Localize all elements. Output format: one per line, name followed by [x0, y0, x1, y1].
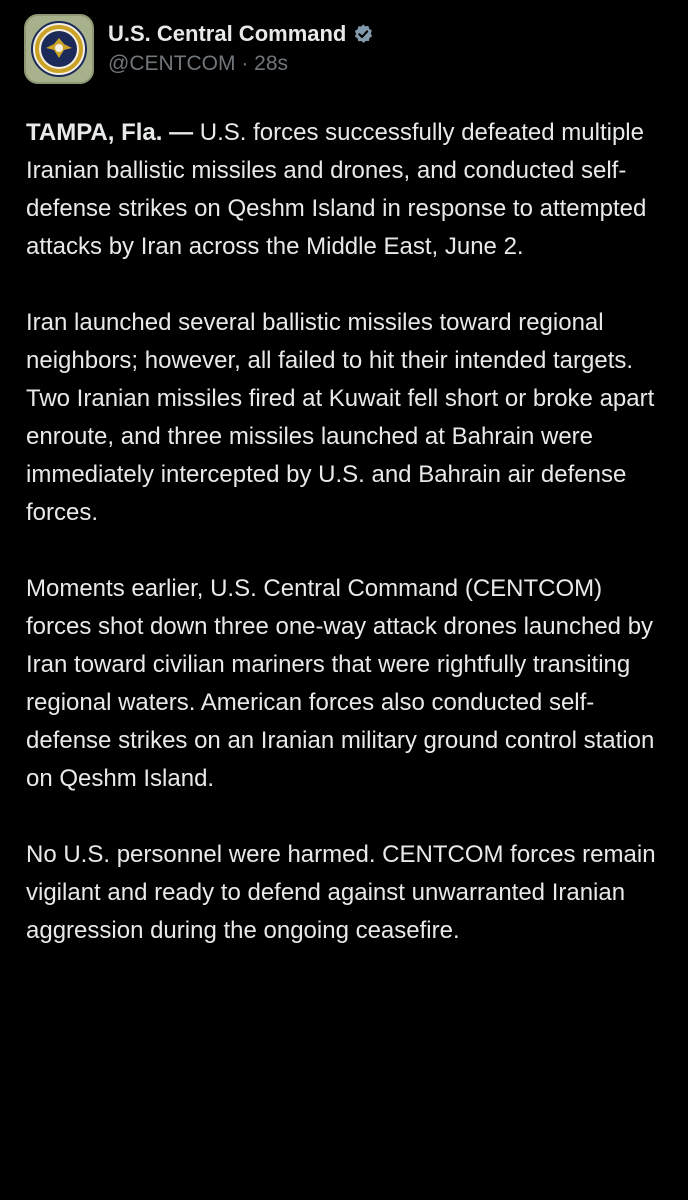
verified-badge-icon[interactable] — [352, 23, 374, 45]
post-dateline: TAMPA, Fla. — — [26, 119, 194, 146]
post-timestamp[interactable]: 28s — [254, 52, 289, 75]
avatar[interactable] — [24, 14, 94, 84]
post-header — [24, 14, 374, 84]
post-paragraph: Iran launched several ballistic missiles toward regional neighbors; however, all failed to hit their intended targets. Two Iranian missiles fired at Kuwait fell short or broke apart enroute, and three missiles launched at Bahrain were immediately intercepted by U.S. and Bahrain air defense forces. — [26, 309, 655, 526]
post-paragraph: No U.S. personnel were harmed. CENTCOM forces remain vigilant and ready to defend against unwarranted Iranian aggression during the ongoing ceasefire. — [26, 841, 656, 944]
meta-separator: · — [241, 52, 249, 75]
post-paragraph — [26, 114, 666, 266]
post-text — [26, 114, 666, 950]
author-handle[interactable]: @CENTCOM — [108, 52, 236, 75]
centcom-seal-icon — [28, 18, 90, 80]
author-meta — [108, 50, 374, 78]
author-display-name[interactable]: U.S. Central Command — [108, 21, 347, 46]
post-paragraph: Moments earlier, U.S. Central Command (CENTCOM) forces shot down three one-way attack drones launched by Iran toward civilian mariners that were rightfully transiting regional waters. American forces also conducted self-defense strikes on an Iranian military ground control station on Qeshm Island. — [26, 575, 655, 792]
post-paragraph-text: U.S. forces successfully defeated multiple Iranian ballistic missiles and drones, and conducted self-defense strikes on Qeshm Island in response to attempted attacks by Iran across the Middle East, June 2. — [26, 119, 647, 260]
